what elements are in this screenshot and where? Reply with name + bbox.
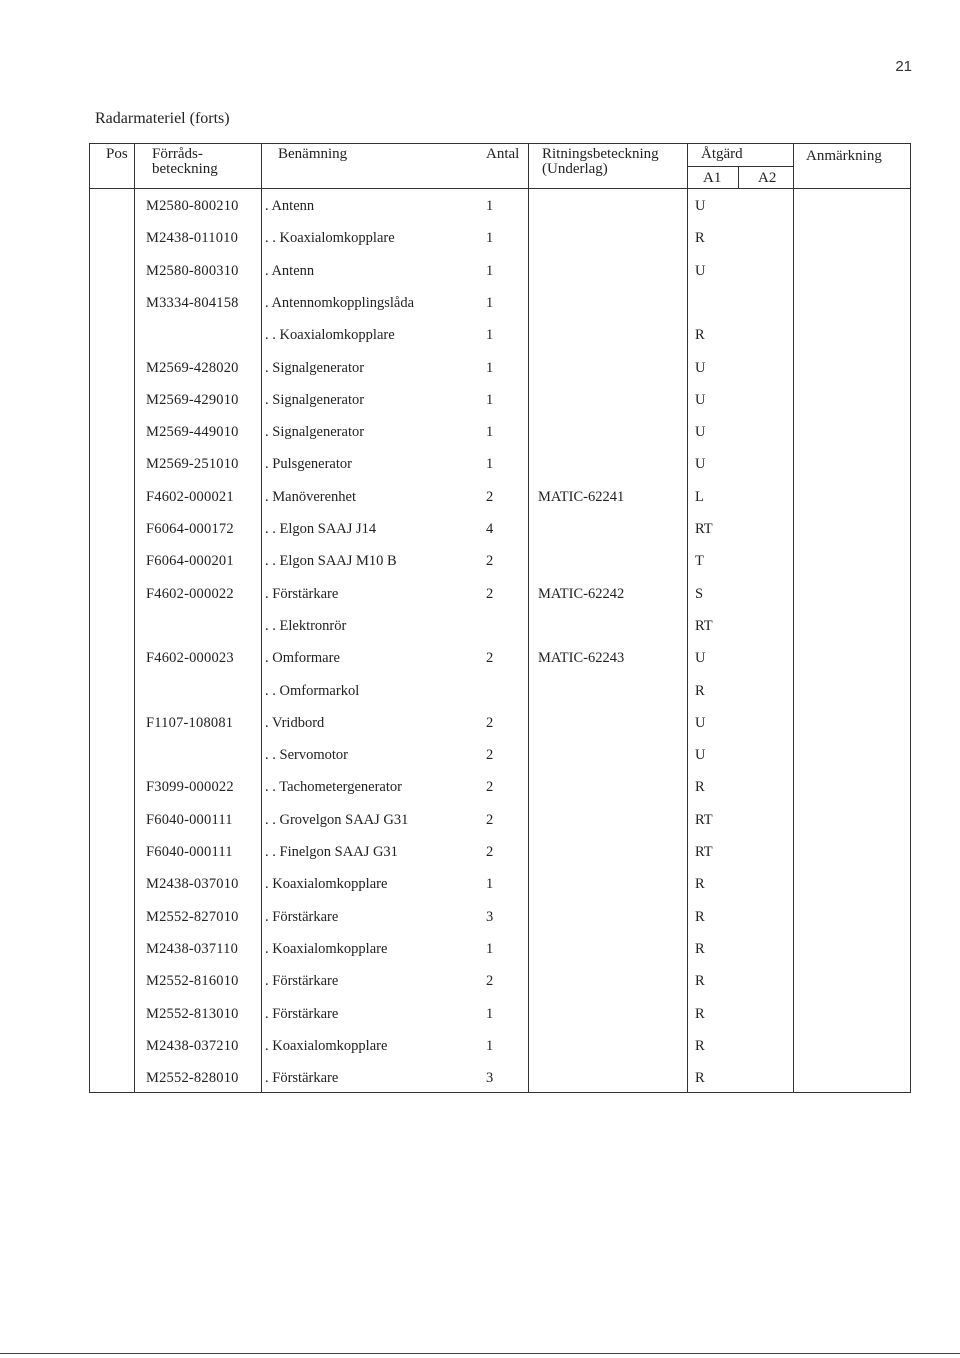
cell-antal: 2: [486, 650, 494, 667]
cell-antal: 2: [486, 553, 494, 570]
header-ritning-line1: Ritningsbeteckning: [542, 146, 659, 162]
header-benamning: Benämning: [278, 146, 348, 162]
cell-antal: 1: [486, 940, 494, 957]
table-row: [90, 390, 910, 422]
table-row: [90, 325, 910, 357]
cell-forradsbeteckning: M2438-037110: [146, 940, 239, 957]
table-row: [90, 1004, 910, 1036]
cell-benamning: . . Servomotor: [265, 747, 348, 764]
table-row: [90, 810, 910, 842]
header-ritning-line2: (Underlag): [542, 161, 608, 177]
cell-antal: 1: [486, 424, 494, 441]
cell-atgard-a1: R: [695, 940, 705, 957]
header-a1: A1: [703, 170, 722, 186]
cell-benamning: . Signalgenerator: [265, 391, 365, 408]
cell-forradsbeteckning: M2438-037010: [146, 876, 239, 893]
table-row: [90, 777, 910, 809]
cell-benamning: . Manöverenhet: [265, 488, 356, 505]
cell-atgard-a1: R: [695, 973, 705, 990]
cell-forradsbeteckning: F6064-000172: [146, 521, 234, 537]
cell-benamning: . Koaxialomkopplare: [265, 940, 388, 957]
cell-antal: 2: [486, 811, 494, 828]
table-row: [90, 519, 910, 551]
cell-antal: 2: [486, 747, 494, 764]
header-antal: Antal: [486, 146, 520, 162]
cell-atgard-a1: R: [695, 1037, 705, 1054]
cell-forradsbeteckning: M2552-816010: [146, 973, 239, 990]
cell-benamning: . Antenn: [265, 198, 315, 214]
cell-atgard-a1: RT: [695, 617, 713, 634]
cell-benamning: . Förstärkare: [265, 908, 339, 925]
cell-atgard-a1: RT: [695, 844, 713, 860]
cell-forradsbeteckning: M2569-429010: [146, 391, 239, 408]
cell-atgard-a1: R: [695, 230, 705, 247]
header-pos: Pos: [106, 146, 128, 162]
cell-antal: 2: [486, 844, 494, 860]
cell-atgard-a1: U: [695, 650, 706, 667]
cell-ritningsbeteckning: MATIC-62242: [538, 585, 625, 602]
cell-forradsbeteckning: M2552-828010: [146, 1070, 239, 1087]
cell-benamning: . Förstärkare: [265, 585, 339, 602]
table-row: [90, 971, 910, 1003]
table-row: [90, 713, 910, 745]
cell-benamning: . Vridbord: [265, 714, 325, 731]
cell-antal: 1: [486, 1005, 494, 1022]
cell-forradsbeteckning: M2552-813010: [146, 1005, 239, 1022]
atgard-subrule: [687, 166, 793, 167]
cell-atgard-a1: U: [695, 747, 706, 764]
cell-antal: 4: [486, 521, 494, 537]
cell-atgard-a1: S: [695, 585, 704, 602]
table-row: [90, 874, 910, 906]
cell-antal: 2: [486, 714, 494, 731]
cell-benamning: . . Finelgon SAAJ G31: [265, 844, 398, 860]
cell-atgard-a1: U: [695, 424, 706, 441]
table-row: [90, 454, 910, 486]
cell-atgard-a1: R: [695, 908, 705, 925]
cell-benamning: . . Elgon SAAJ M10 B: [265, 553, 397, 570]
cell-antal: 1: [486, 1037, 494, 1054]
cell-atgard-a1: L: [695, 488, 704, 505]
cell-benamning: . Omformare: [265, 650, 340, 667]
cell-atgard-a1: R: [695, 327, 705, 344]
cell-atgard-a1: R: [695, 1070, 705, 1087]
cell-antal: 1: [486, 876, 494, 893]
cell-antal: 2: [486, 973, 494, 990]
cell-atgard-a1: RT: [695, 811, 713, 828]
cell-forradsbeteckning: F1107-108081: [146, 714, 234, 731]
table-row: [90, 745, 910, 777]
cell-antal: 1: [486, 262, 494, 279]
cell-antal: 1: [486, 198, 494, 214]
divider-a1-a2: [738, 166, 739, 188]
cell-benamning: . Koaxialomkopplare: [265, 1037, 388, 1054]
table-row: [90, 422, 910, 454]
page-bottom-rule: [0, 1353, 960, 1354]
cell-forradsbeteckning: M2438-011010: [146, 230, 239, 247]
table-row: [90, 584, 910, 616]
cell-atgard-a1: U: [695, 262, 706, 279]
table-row: [90, 358, 910, 390]
table-row: [90, 648, 910, 680]
cell-forradsbeteckning: M2580-800310: [146, 262, 239, 279]
cell-antal: 1: [486, 456, 494, 473]
cell-antal: 1: [486, 359, 494, 376]
table-row: [90, 842, 910, 874]
cell-atgard-a1: R: [695, 779, 705, 796]
section-title: Radarmateriel (forts): [95, 110, 230, 127]
cell-benamning: . Antennomkopplingslåda: [265, 294, 415, 311]
table-row: [90, 196, 910, 228]
cell-antal: 3: [486, 908, 494, 925]
cell-ritningsbeteckning: MATIC-62241: [538, 488, 625, 505]
table-row: [90, 681, 910, 713]
cell-forradsbeteckning: F4602-000022: [146, 585, 234, 602]
header-forrad-line1: Förråds-: [152, 146, 203, 162]
table-row: [90, 907, 910, 939]
materiel-table: [89, 143, 911, 1093]
cell-atgard-a1: R: [695, 682, 705, 699]
cell-benamning: . Signalgenerator: [265, 359, 365, 376]
cell-atgard-a1: U: [695, 359, 706, 376]
table-row: [90, 261, 910, 293]
page-number: 21: [895, 58, 912, 75]
header-forrad-line2: beteckning: [152, 161, 218, 177]
cell-benamning: . . Grovelgon SAAJ G31: [265, 811, 409, 828]
header-a2: A2: [758, 170, 777, 186]
cell-benamning: . Koaxialomkopplare: [265, 876, 388, 893]
table-row: [90, 487, 910, 519]
table-row: [90, 1036, 910, 1068]
cell-benamning: . . Omformarkol: [265, 682, 360, 699]
header-atgard: Åtgärd: [701, 146, 743, 162]
cell-antal: 2: [486, 779, 494, 796]
cell-benamning: . . Elgon SAAJ J14: [265, 521, 377, 537]
cell-atgard-a1: RT: [695, 521, 713, 537]
cell-atgard-a1: U: [695, 198, 706, 214]
cell-forradsbeteckning: F4602-000023: [146, 650, 234, 667]
cell-benamning: . Förstärkare: [265, 1070, 339, 1087]
cell-benamning: . Signalgenerator: [265, 424, 365, 441]
cell-benamning: . Pulsgenerator: [265, 456, 352, 473]
cell-forradsbeteckning: M2569-251010: [146, 456, 239, 473]
cell-benamning: . . Elektronrör: [265, 617, 347, 634]
cell-forradsbeteckning: M2552-827010: [146, 908, 239, 925]
cell-forradsbeteckning: F3099-000022: [146, 779, 234, 796]
cell-benamning: . Förstärkare: [265, 973, 339, 990]
header-anmarkning: Anmärkning: [806, 148, 882, 164]
cell-atgard-a1: T: [695, 553, 704, 570]
cell-atgard-a1: R: [695, 1005, 705, 1022]
table-row: [90, 551, 910, 583]
table-row: [90, 1068, 910, 1100]
cell-antal: 1: [486, 327, 494, 344]
table-row: [90, 228, 910, 260]
cell-antal: 1: [486, 391, 494, 408]
cell-forradsbeteckning: F4602-000021: [146, 488, 234, 505]
cell-benamning: . . Koaxialomkopplare: [265, 230, 395, 247]
cell-forradsbeteckning: F6040-000111: [146, 844, 233, 860]
cell-benamning: . . Tachometergenerator: [265, 779, 402, 796]
table-row: [90, 616, 910, 648]
header-rule: [90, 188, 910, 189]
cell-antal: 2: [486, 585, 494, 602]
cell-forradsbeteckning: M2580-800210: [146, 198, 239, 214]
cell-atgard-a1: U: [695, 456, 706, 473]
cell-atgard-a1: R: [695, 876, 705, 893]
cell-forradsbeteckning: F6040-000111: [146, 811, 233, 828]
cell-forradsbeteckning: M3334-804158: [146, 294, 239, 311]
cell-benamning: . Antenn: [265, 262, 315, 279]
cell-forradsbeteckning: M2569-428020: [146, 359, 239, 376]
cell-atgard-a1: U: [695, 714, 706, 731]
cell-antal: 2: [486, 488, 494, 505]
cell-antal: 1: [486, 294, 494, 311]
cell-antal: 3: [486, 1070, 494, 1087]
cell-benamning: . . Koaxialomkopplare: [265, 327, 395, 344]
table-row: [90, 939, 910, 971]
cell-forradsbeteckning: M2438-037210: [146, 1037, 239, 1054]
cell-atgard-a1: U: [695, 391, 706, 408]
cell-antal: 1: [486, 230, 494, 247]
table-row: [90, 293, 910, 325]
cell-forradsbeteckning: M2569-449010: [146, 424, 239, 441]
cell-forradsbeteckning: F6064-000201: [146, 553, 234, 570]
cell-ritningsbeteckning: MATIC-62243: [538, 650, 625, 667]
cell-benamning: . Förstärkare: [265, 1005, 339, 1022]
